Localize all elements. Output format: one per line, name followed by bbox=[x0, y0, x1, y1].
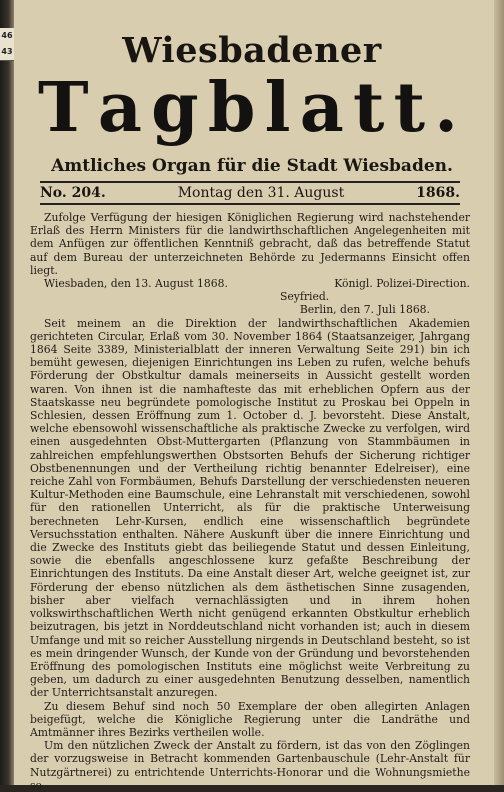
issue-year: 1868. bbox=[416, 185, 460, 201]
issue-tab-1: 46 bbox=[0, 28, 14, 45]
binding-edge bbox=[0, 0, 14, 785]
divider-bottom bbox=[40, 203, 460, 205]
notice-authority: Königl. Polizei-Direction. bbox=[334, 277, 470, 291]
article-body bbox=[30, 211, 470, 792]
notice-text: Zufolge Verfügung der hiesigen Königlichen Regierung wird nachstehender Erlaß des Herrn Ministers für die landwirthschaftlichen Angelegenheiten mit dem Anfügen zur öffentlichen Kenntniß gebracht, daß das betreffende Statut auf dem Bureau der unterzeichneten Behörde zu Jedermanns Einsicht offen liegt. bbox=[30, 211, 470, 277]
masthead-letter: a bbox=[97, 68, 142, 148]
notice-place-date: Wiesbaden, den 13. August 1868. bbox=[44, 277, 228, 291]
issue-number: No. 204. bbox=[40, 185, 106, 201]
masthead-title-line2 bbox=[38, 68, 458, 148]
masthead-letter: l bbox=[264, 68, 291, 148]
masthead-subtitle: Amtliches Organ für die Stadt Wiesbaden. bbox=[51, 156, 453, 176]
divider-top bbox=[40, 181, 460, 183]
letter-paragraph-2: Zu diesem Behuf sind noch 50 Exemplare der oben allegirten Anlagen beigefügt, welche die Königliche Regierung unter die Landräthe und Amtmänner ihres Bezirks vertheilen wolle. bbox=[30, 699, 470, 739]
issue-date: Montag den 31. August bbox=[177, 185, 345, 201]
masthead-letter: T bbox=[38, 68, 89, 148]
masthead-letter: t bbox=[352, 68, 385, 148]
notice-footer bbox=[30, 277, 470, 290]
masthead-letter: t bbox=[393, 68, 426, 148]
letter-place-date: Berlin, den 7. Juli 1868. bbox=[299, 303, 430, 317]
masthead-letter: . bbox=[434, 68, 458, 148]
masthead-letter: a bbox=[299, 68, 344, 148]
issue-tab-2: 43 bbox=[0, 44, 14, 61]
letter-paragraph-1: Seit meinem an die Direktion der landwirthschaftlichen Akademien gerichteten Circular, Erlaß vom 30. November 1864 (Staatsanzeiger, Jahrgang 1864 Seite 3389, Ministerialblatt der inneren Verwaltung Seite 291) bin ich bemüht gewesen, diejenigen Einrichtungen ins Leben zu rufen, welche behufs Förderung der Obstkultur damals meinerseits in Aussicht gestellt worden waren. Von ihnen ist die namhafteste das mit erheblichen Opfern aus der Staatskasse neu begründete pomologische Institut zu Proskau bei Oppeln in Schlesien, dessen Eröffnung zum 1. October d. J. bevorsteht. Diese Anstalt, welche ebensowohl wissenschaftliche als praktische Zwecke zu verfolgen, wird einen ausgedehnten Obst-Muttergarten (Pflanzung von Stammbäumen in zahlreichen empfehlungswerthen Obstsorten Behufs der Sicherung richtiger Obstbenennungen und der Vertheilung richtig benannter Edelreiser), eine reiche Zahl von Formbäumen, Behufs Darstellung der verschiedensten neueren Kultur-Methoden eine Baumschule, eine Lehranstalt mit verschiedenen, sowohl für den rationellen Unterricht, als für die praktische Unterweisung berechneten Lehr-Kursen, endlich eine wissenschaftlich begründete Versuchsstation enthalten. Nähere Auskunft über die innere Einrichtung und die Zwecke des Instituts giebt das beiliegende Statut und dessen Einleitung, sowie die ebenfalls angeschlossene kurz gefaßte Beschreibung der Einrichtungen des Instituts. Da eine Anstalt dieser Art, welche geeignet ist, zur Förderung der ebenso nützlichen als dem ästhetischen Sinne zusagenden, bisher aber vielfach vernachlässigten und in ihrem hohen volkswirthschaftlichen Werth nicht genügend erkannten Obstkultur erheblich beizutragen, bis jetzt in Norddeutschland nicht vorhanden ist; auch in diesem Umfange und mit so reicher Ausstellung nirgends in Deutschland besteht, so ist es mein dringender Wunsch, der Kunde von der Gründung und bevorstehenden Eröffnung des pomologischen Instituts eine möglichst weite Verbreitung zu geben, um dadurch zu einer ausgedehnten Benutzung desselben, namentlich der Unterrichtsanstalt anzuregen. bbox=[30, 316, 470, 700]
masthead-letter: b bbox=[207, 68, 256, 148]
letter-paragraph-3: Um den nützlichen Zweck der Anstalt zu fördern, ist das von den Zöglingen der vorzugsweise in Betracht kommenden Gartenbauschule (Lehr-Anstalt für Nutzgärtnerei) zu entrichtende Unterrichts-Honorar und die Wohnungsmiethe so bbox=[30, 739, 470, 792]
dateline bbox=[40, 184, 460, 202]
masthead-letter: g bbox=[151, 68, 199, 148]
notice-signature: Seyfried. bbox=[280, 290, 330, 304]
page-edge bbox=[494, 0, 504, 785]
masthead-title-line1: Wiesbadener bbox=[122, 30, 382, 71]
